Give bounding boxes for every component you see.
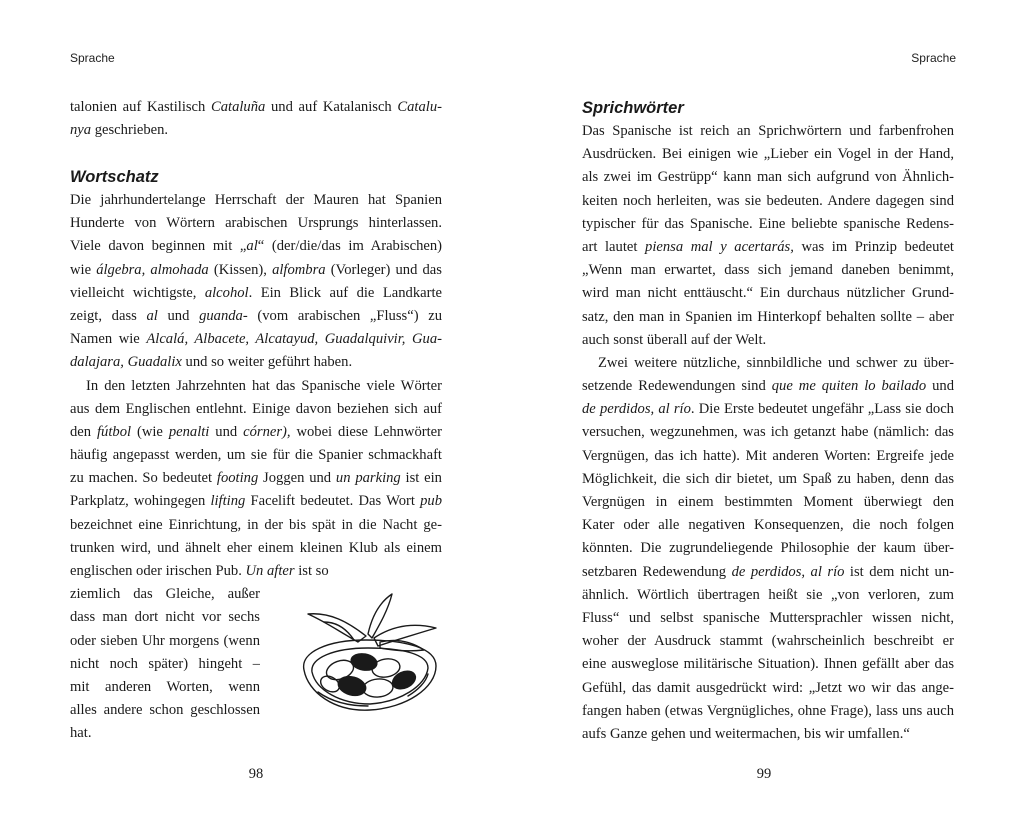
text-line [582, 398, 954, 421]
text-line [70, 305, 442, 328]
text-run: talonien auf Kastilisch [70, 99, 211, 115]
text-run: Ausdrücken. Bei einigen wie „Lieber ein Vogel in der Hand, [582, 146, 954, 163]
text-line [582, 468, 954, 491]
text-run: Möglichkeit, die sich dir bietet, um Spaß zu haben, denn das [582, 470, 954, 487]
text-run: als zwei im Gestrüpp“ kann man sich aufgrund von Ähnlich- [582, 169, 954, 186]
text-run: geschrieben. [91, 122, 169, 139]
text-line [582, 259, 954, 282]
section-heading-wortschatz: Wortschatz [70, 168, 159, 186]
text-run: was im Prinzip bedeutet [793, 238, 954, 255]
text-run: typischer für das Spanische. Eine beliebte spanische Redens- [582, 215, 954, 232]
text-run: (vom arabischen „Fluss“) zu [247, 307, 442, 324]
text-run: Parkplatz, wohingegen [70, 493, 211, 510]
italic-run: Alcalá, Albacete, Alcatayud, Guadalquivir, Gua- [146, 331, 442, 348]
italic-run: alcohol [204, 284, 249, 301]
italic-run: nya [70, 122, 92, 139]
text-line [582, 120, 954, 143]
body-text [582, 120, 954, 746]
text-run: und so weiter geführt haben. [181, 354, 353, 371]
text-run: aus dem Englischen entlehnt. Einige davon beziehen sich auf [70, 400, 442, 417]
italic-run: álgebra, almohada [96, 261, 209, 278]
italic-run: guanda- [199, 307, 248, 324]
italic-run: Un after [245, 563, 295, 579]
text-run: wie [70, 261, 97, 278]
text-run: ähnlich. Wörtlich übertragen heißt sie „von verloren, zum [582, 586, 954, 603]
text-line [70, 375, 442, 398]
italic-run: al [146, 307, 158, 324]
text-run: ist so [294, 563, 329, 579]
text-line [70, 212, 442, 235]
text-line [582, 282, 954, 305]
page-number-left: 98 [248, 766, 264, 782]
running-head-right: Sprache [911, 51, 956, 65]
olive [362, 678, 393, 699]
sprichwoerter-section [582, 96, 954, 746]
text-line [70, 282, 442, 305]
italic-run: de perdidos, al río [731, 563, 845, 580]
text-line: alles andere schon geschlossen [70, 702, 260, 719]
running-head-left: Sprache [70, 51, 115, 65]
text-run: Fluss“ und selbst spanische Muttersprachler wissen nicht, [582, 609, 954, 626]
text-run: ist dem nicht un- [844, 563, 954, 580]
text-line [582, 561, 954, 584]
text-line [70, 467, 442, 490]
text-run: Gefühl, das damit ausgedrückt wird: „Jetzt wo wir das ange- [582, 679, 954, 696]
text-line [582, 329, 954, 352]
olive [350, 652, 378, 672]
text-run: Namen wie [70, 331, 147, 348]
text-run: (Vorleger) und das [325, 261, 442, 278]
intro-paragraph [70, 96, 442, 142]
text-run: (Kissen), [208, 261, 273, 278]
text-line [70, 398, 442, 421]
text-run: In den letzten Jahrzehnten hat das Spanische viele Wörter [86, 377, 442, 394]
text-line [70, 96, 442, 119]
italic-run: dalajara, Guadalix [70, 354, 182, 371]
text-line [582, 584, 954, 607]
text-run: und [157, 307, 200, 324]
italic-run: lifting [210, 493, 246, 510]
text-line [70, 189, 442, 212]
italic-run: fútbol [97, 423, 132, 440]
text-line [582, 677, 954, 700]
text-run: Die jahrhundertelange Herrschaft der Mauren hat Spanien [70, 192, 442, 208]
text-run: setzende Redewendungen sind [582, 378, 772, 395]
text-line: hat. [70, 725, 92, 742]
text-line [70, 490, 442, 513]
text-run: Zwei weitere nützliche, sinnbildliche und schwer zu über- [598, 354, 954, 371]
text-run: „Wenn man erwartet, dass sich jemand daneben benimmt, [582, 262, 954, 279]
text-line: nicht noch später) hingeht – [70, 655, 260, 672]
italic-run: piensa mal y acertarás, [645, 238, 794, 255]
section-heading-sprichwoerter: Sprichwörter [582, 99, 684, 117]
text-line [582, 375, 954, 398]
text-run: versuchen, wegzunehmen, was ich getanzt habe (nämlich: das [582, 424, 954, 441]
text-run: “ (der/die/das im Arabischen) [257, 238, 442, 255]
text-line [582, 306, 954, 329]
italic-run: córner), [243, 423, 291, 440]
leaf [308, 614, 366, 642]
text-run: Das Spanische ist reich an Sprichwörtern und farbenfrohen [582, 123, 954, 139]
text-line [582, 630, 954, 653]
italic-run: pub [420, 493, 442, 510]
text-line [582, 514, 954, 537]
text-run: . Ein Blick auf die Landkarte [248, 284, 442, 301]
text-run: Vergnügen in einem bestimmten Moment überwiegt den [582, 494, 954, 510]
text-line [70, 351, 442, 374]
text-run: vielleicht wichtigste, [70, 284, 205, 301]
text-run: englischen oder irischen Pub. [70, 563, 246, 579]
body-text [70, 189, 442, 583]
text-run: art lautet [582, 238, 646, 255]
text-run: Viele davon beginnen mit „ [70, 238, 247, 255]
italic-run: que me quiten lo bailado [771, 378, 927, 395]
text-line [582, 143, 954, 166]
text-run: Kater oder alle negativen Konsequenzen, die noch folgen [582, 517, 954, 534]
text-line [70, 514, 442, 537]
italic-run: al [246, 238, 258, 255]
text-line [70, 537, 442, 560]
text-line [70, 421, 442, 444]
text-run: eine ausweglose militärische Situation). Ihnen gefällt aber das [582, 656, 954, 673]
text-line [582, 653, 954, 676]
text-run: keiten noch herleiten, was sie bedeuten. Andere dagegen sind [582, 192, 954, 209]
leaf [368, 594, 392, 638]
italic-run: footing [216, 470, 259, 487]
italic-run: Cataluña [211, 99, 266, 115]
text-line [582, 352, 954, 375]
text-run: setzbaren Redewendung [582, 563, 732, 580]
text-run: zu machen. So bedeutet [70, 470, 217, 487]
text-line [582, 166, 954, 189]
text-run: woher der Ausdruck stammt (wahrscheinlich beschreibt er [582, 633, 954, 650]
text-line [582, 537, 954, 560]
text-run: und auf Katalanisch [265, 99, 398, 115]
text-run: Facelift bedeutet. Das Wort [245, 493, 421, 510]
italic-run: penalti [168, 423, 210, 440]
text-run: zeigt, dass [70, 307, 147, 324]
text-run: satz, den man in Spanien im Hinterkopf behalten sollte – aber [582, 308, 954, 325]
text-line [70, 560, 442, 583]
text-line: ziemlich das Gleiche, außer [70, 586, 260, 603]
page-number-right: 99 [756, 766, 772, 782]
text-run: und [926, 378, 954, 395]
text-run: häufig angepasst werden, um sie für die Spanier schmackhaft [70, 447, 442, 464]
text-line [70, 235, 442, 258]
text-line [582, 700, 954, 723]
text-line [582, 607, 954, 630]
olive [318, 673, 342, 695]
text-line [582, 491, 954, 514]
text-line [70, 119, 442, 142]
text-line [70, 444, 442, 467]
text-line [582, 190, 954, 213]
italic-run: alfombra [272, 261, 326, 278]
text-line [70, 328, 442, 351]
text-run: könnten. Die zugrundeliegende Philosophie der kaum über- [582, 540, 954, 557]
text-line: oder sieben Uhr morgens (wenn [70, 632, 260, 649]
text-run: wird man nicht enttäuscht.“ Ein durchaus nützlicher Grund- [582, 285, 954, 302]
text-line [70, 259, 442, 282]
text-line [582, 236, 954, 259]
text-line [582, 421, 954, 444]
text-run: bezeichnet eine Einrichtung, in der bis spät in die Nacht ge- [70, 516, 442, 533]
text-run: (wie [131, 423, 169, 440]
text-run: und [209, 423, 244, 440]
text-run: fangen haben (etwas Vergnügliches, ohne Frage), lass uns auch [582, 702, 954, 719]
italic-run: Catalu- [397, 99, 442, 115]
text-run: Joggen und [258, 470, 336, 487]
right-page [512, 0, 1024, 829]
italic-run: un parking [335, 470, 401, 487]
text-line [582, 213, 954, 236]
text-run: trunken wird, und ähnelt eher einem kleinen Klub als einem [70, 539, 442, 556]
text-line [582, 445, 954, 468]
text-line: mit anderen Worten, wenn [70, 678, 260, 695]
text-run: aufs Ganze gehen und weitermachen, bis wir umfallen.“ [582, 725, 910, 742]
text-run: Hunderte von Wörtern arabischen Ursprungs hinterlassen. [70, 215, 442, 232]
text-run: . Die Erste bedeutet ungefähr „Lass sie doch [690, 401, 954, 418]
text-run: Vergnügen, das ich hatte). Mit anderen Worten: Ergreife jede [582, 447, 954, 464]
text-line [582, 723, 954, 746]
text-line: dass man dort nicht vor sechs [70, 609, 260, 626]
text-run: den [70, 423, 97, 440]
olive-bowl-illustration [288, 592, 448, 724]
text-run: auch sonst überall auf der Welt. [582, 331, 767, 348]
text-run: ist ein [400, 470, 442, 487]
italic-run: de perdidos, al río [582, 401, 691, 418]
text-run: wobei diese Lehnwörter [290, 423, 442, 440]
